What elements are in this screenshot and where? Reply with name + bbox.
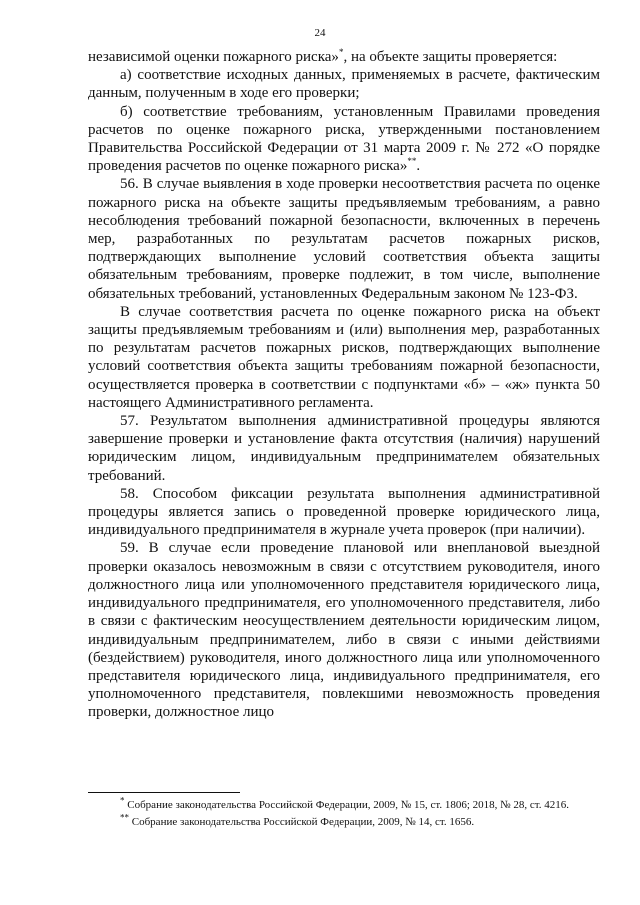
paragraph-intro: независимой оценки пожарного риска»*, на объекте защиты проверяется:	[88, 47, 558, 65]
paragraph-56: 56. В случае выявления в ходе проверки несоответствия расчета по оценке пожарного риска на объекте защиты предъявляемым требованиям, а равно несоблюдения требований пожарной безопасности, включенных в перечень мер, разработанных по результатам расчетов пожарных рисков, подтверждающих выполнение условий соответствия объекта защиты обязательным требованиям, проверке подлежит, в том числе, выполнение обязательных требований, установленных Федеральным законом № 123-ФЗ.	[88, 176, 600, 302]
footnote-ref-2: **	[407, 156, 417, 167]
paragraph-item-a: а) соответствие исходных данных, применяемых в расчете, фактическим данным, полученным в ходе его проверки;	[88, 67, 600, 102]
page-number: 24	[314, 27, 326, 39]
footnote-divider	[88, 792, 240, 793]
footnote-2: ** Собрание законодательства Российской Федерации, 2009, № 14, ст. 1656.	[120, 812, 475, 828]
paragraph-56-continued: В случае соответствия расчета по оценке пожарного риска на объект защиты предъявляемым требованиям и (или) выполнения мер, разработанных по результатам расчетов пожарных рисков, подтверждающих выполнение условий соответствия объекта защиты требованиям пожарной безопасности, осуществляется проверка в соответствии с подпунктами «б» – «ж» пункта 50 настоящего Административного регламента.	[88, 303, 600, 411]
paragraph-57: 57. Результатом выполнения административной процедуры являются завершение проверки и установление факта отсутствия (наличия) нарушений юридическим лицом, индивидуальным предпринимателем обязательных требований.	[88, 413, 600, 484]
paragraph-item-b: б) соответствие требованиям, установленным Правилами проведения расчетов по оценке пожарного риска, утвержденными постановлением Правительства Российской Федерации от 31 марта 2009 г. № 272 «О порядке проведения расчетов по оценке пожарного риска»**.	[88, 103, 600, 175]
body-text	[88, 48, 600, 722]
paragraph-58: 58. Способом фиксации результата выполнения административной процедуры является запись о проведенной проверке юридического лица, индивидуального предпринимателя в журнале учета проверок (при наличии).	[88, 485, 600, 539]
footnotes	[88, 795, 600, 832]
paragraph-59: 59. В случае если проведение плановой или внеплановой выездной проверки оказалось невозможным в связи с отсутствием руководителя, иного должностного лица или уполномоченного представителя юридического лица, индивидуального предпринимателя, его уполномоченного представителя, либо в связи с фактическим неосуществлением деятельности юридическим лицом, индивидуальным предпринимателем, либо в связи с иными действиями (бездействием) руководителя, иного должностного лица или уполномоченного представителя юридического лица, индивидуального предпринимателя, его уполномоченного представителя, повлекшими невозможность проведения проверки, должностное лицо	[88, 540, 600, 721]
footnote-ref-1: *	[338, 47, 344, 57]
footnote-1: * Собрание законодательства Российской Федерации, 2009, № 15, ст. 1806; 2018, № 28, ст. 4216.	[120, 795, 569, 811]
